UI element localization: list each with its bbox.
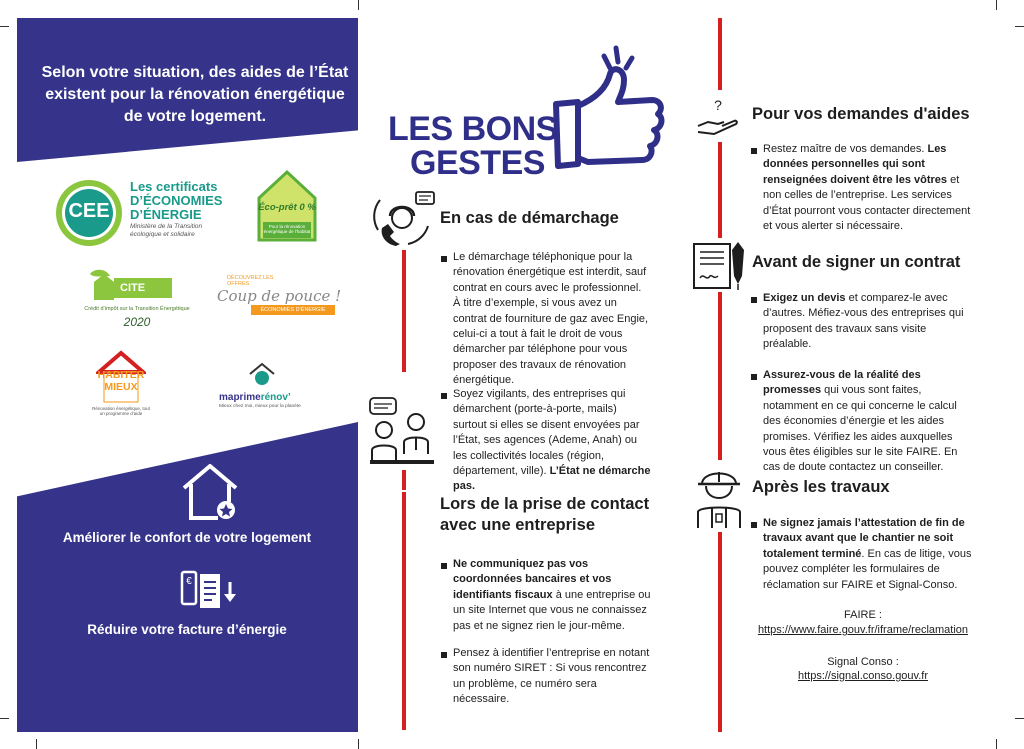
faire-label: FAIRE : [844, 609, 882, 621]
coup-sub-text: ÉCONOMIES D’ÉNERGIE [251, 305, 335, 315]
crop-mark [996, 0, 997, 10]
cee-line3: D’ÉNERGIE [130, 207, 202, 222]
maprime-part-a: maprime [219, 392, 261, 403]
phone-call-icon [372, 190, 436, 248]
contact-paragraph-1-text: à une entreprise ou un site Internet que vous ne connaissez pas et ne signez rien le jour-même. [453, 588, 651, 632]
apres-paragraph-bold: Ne signez jamais l’attestation de fin de travaux avant que le chantier ne soit totalement terminé [763, 517, 965, 560]
intro-text: Selon votre situation, des aides de l’État existent pour la rénovation énergétique de votre logement. [41, 64, 349, 125]
contact-paragraph-1 [453, 557, 651, 634]
eco-pret-text: Éco-prêt 0 % [258, 202, 316, 213]
contract-pen-icon [692, 240, 748, 292]
bullet [751, 297, 757, 303]
red-timeline [402, 492, 406, 730]
habiter-line1: HABITER [97, 369, 145, 381]
bullet [441, 652, 447, 658]
coup-de-pouce-logo [215, 275, 345, 325]
benefit-comfort-label: Améliorer le confort de votre logement [62, 530, 312, 545]
contrat-paragraph-1-bold: Exigez un devis [763, 292, 846, 304]
cee-logo [52, 178, 232, 248]
contact-paragraph-1-bold: Ne communiquez pas vos coordonnées bancaires et vos identifiants fiscaux [453, 558, 612, 601]
aides-text-bold: Les données personnelles qui sont renseignées doivent être les vôtres [763, 143, 948, 186]
section-contrat-title: Avant de signer un contrat [752, 253, 961, 271]
section-aides-title: Pour vos demandes d'aides [752, 105, 970, 123]
maprimerenov-logo [215, 362, 325, 412]
red-timeline [718, 532, 722, 732]
crop-mark [358, 739, 359, 749]
section-apres-title: Après les travaux [752, 478, 890, 496]
house-circle-icon [247, 362, 277, 388]
bullet [751, 522, 757, 528]
contact-paragraph-2: Pensez à identifier l’entreprise en notant son numéro SIRET : Si vous rencontrez un problème, ce numéro sera nécessaire. [453, 647, 650, 706]
cee-badge-text: CEE [68, 200, 110, 222]
thumbs-up-icon [548, 44, 672, 174]
coup-top-text: DÉCOUVREZ LES OFFRES [227, 275, 274, 287]
contrat-paragraph-1-text: et comparez-le avec d’autres. Méfiez-vous des entreprises qui proposent des travaux sans visite préalable. [763, 292, 964, 351]
red-timeline [402, 250, 406, 372]
crop-mark [0, 718, 9, 719]
cee-subtitle: Ministère de la Transition écologique et solidaire [130, 223, 203, 238]
cite-subtitle: Crédit d’impôt sur la Transition Énergétique [84, 306, 190, 312]
hand-question-icon [694, 96, 742, 138]
crop-mark [358, 0, 359, 10]
aides-text-b: et non celles de l’entreprise. Les services d’État pourront vous contacter directement et vous alerter si nécessaire. [763, 173, 971, 233]
svg-text:€: € [186, 576, 192, 587]
faire-link[interactable]: https://www.faire.gouv.fr/iframe/reclamation [757, 624, 969, 636]
two-people-speech-icon [368, 396, 436, 468]
habiter-line2: MIEUX [104, 381, 138, 393]
bullet [751, 148, 757, 154]
bullet [441, 256, 447, 262]
worker-helmet-icon [694, 464, 744, 530]
red-timeline [718, 18, 722, 90]
contrat-paragraph-1 [763, 291, 975, 353]
signal-conso-link[interactable]: https://signal.conso.gouv.fr [797, 670, 929, 682]
crop-mark [1015, 718, 1024, 719]
aides-paragraph [763, 142, 975, 234]
apres-paragraph-text: . En cas de litige, vous pouvez compléter les formulaires de réclamation sur FAIRE et Signal-Conso. [763, 547, 972, 591]
habiter-subtitle: Rénovation énergétique, tout un programme d’aide [92, 406, 150, 416]
red-timeline [402, 470, 406, 490]
cee-line1: Les certificats [130, 179, 218, 194]
cite-year: 2020 [123, 315, 151, 329]
cite-text: CITE [114, 278, 172, 298]
benefit-bill-label: Réduire votre facture d’énergie [87, 622, 287, 637]
svg-text:?: ? [714, 97, 722, 113]
energy-bill-icon [178, 568, 240, 610]
bullet [751, 374, 757, 380]
contrat-paragraph-2 [763, 368, 975, 476]
demarchage-paragraph-2-text: Soyez vigilants, des entreprises qui démarchent (porte-à-porte, mails) surtout si elles se disent envoyées par l’État, ses agences (Ademe, Anah) ou les collectivités locales (région, département, ville). [453, 388, 640, 478]
title-line1: LES BONS [388, 110, 558, 148]
crop-mark [36, 739, 37, 749]
section-contact-title-line2: avec une entreprise [440, 516, 595, 534]
cite-logo [62, 268, 212, 332]
crop-mark [1015, 26, 1024, 27]
signal-conso-label: Signal Conso : [827, 656, 899, 668]
demarchage-paragraph-2 [453, 387, 651, 495]
demarchage-paragraph-2-bold: L’État ne démarche pas. [453, 465, 651, 493]
house-star-icon [180, 462, 240, 524]
section-demarchage-title: En cas de démarchage [440, 209, 619, 227]
red-timeline [718, 142, 722, 238]
maprimerenov-wordmark [219, 392, 291, 403]
bullet [441, 393, 447, 399]
red-timeline [718, 292, 722, 460]
cee-line2: D’ÉCONOMIES [130, 193, 223, 208]
apres-paragraph [763, 516, 975, 593]
eco-pret-subtitle: Pour la rénovation énergétique de l’habitat [263, 224, 311, 234]
crop-mark [0, 26, 9, 27]
maprime-subtitle: Mieux chez moi, mieux pour la planète [219, 404, 301, 409]
eco-pret-logo [255, 168, 319, 242]
maprime-part-b: rénov’ [260, 392, 291, 403]
title-line2: GESTES [410, 144, 545, 182]
aides-text-a: Restez maître de vos demandes. [763, 143, 928, 155]
crop-mark [996, 739, 997, 749]
demarchage-paragraph-1: Le démarchage téléphonique pour la rénovation énergétique est interdit, sauf contrat en cours avec le professionnel. À titre d’exemple, si vous avez un contrat de fourniture de gaz avec Engie, celui-ci a tout à fait le droit de vous démarcher par téléphone pour vous proposer des travaux de rénovation énergétique. [453, 251, 649, 387]
section-contact-title-line1: Lors de la prise de contact [440, 495, 650, 513]
coup-main-text: Coup de pouce ! [217, 287, 342, 305]
contrat-paragraph-2-bold: Assurez-vous de la réalité des promesses [763, 369, 921, 397]
habiter-mieux-logo [90, 350, 152, 422]
bullet [441, 563, 447, 569]
contrat-paragraph-2-text: qui vous sont faites, notamment en ce qui concerne le calcul des économies d’énergie et les aides promises. Vérifiez les aides auxquelles vous êtes éligibles sur le site FAIRE. En cas de doute contactez un conseiller. [763, 384, 958, 474]
